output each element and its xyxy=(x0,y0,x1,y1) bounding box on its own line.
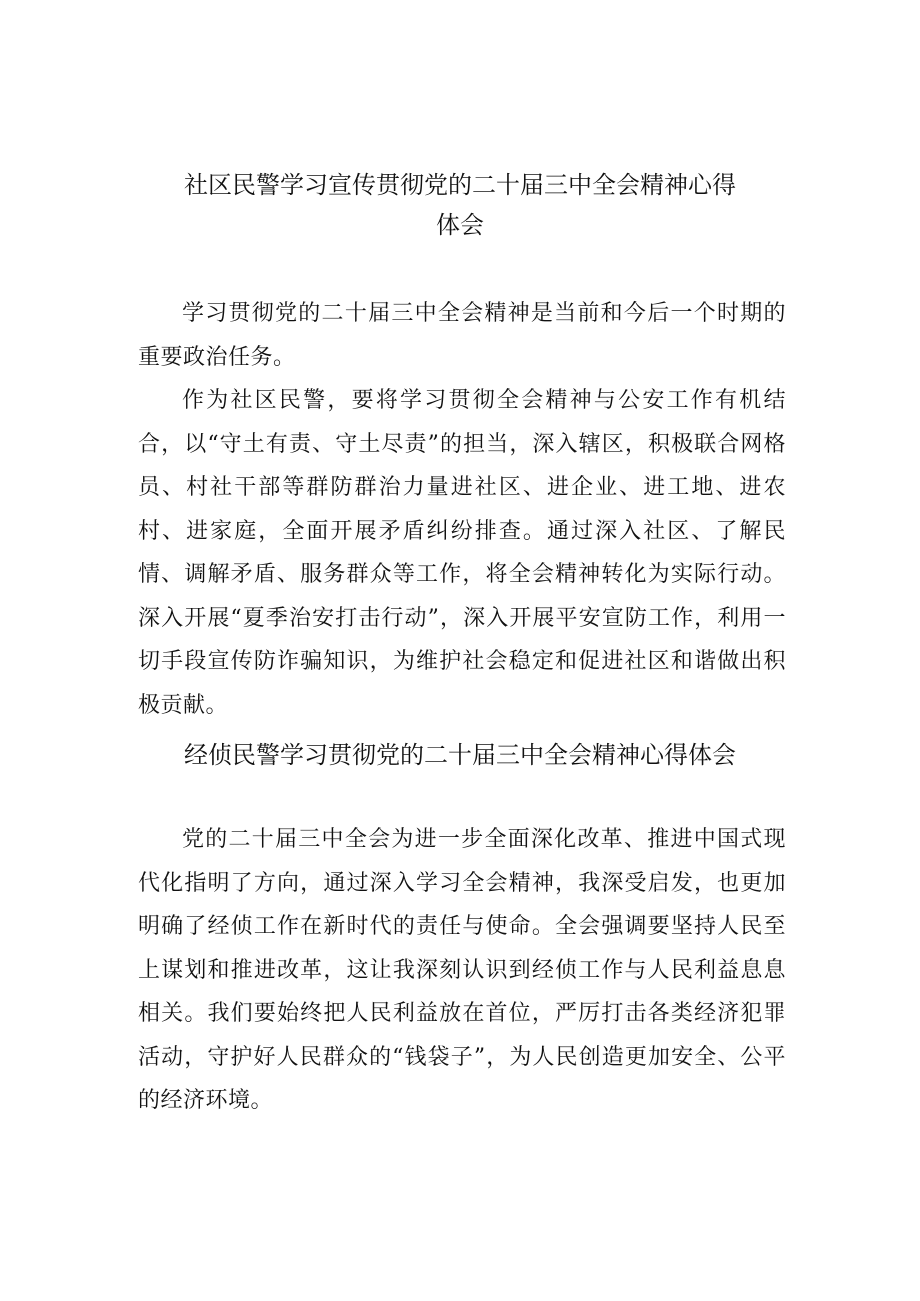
article-1-body xyxy=(138,292,786,727)
article-2-body xyxy=(138,818,786,1123)
article-1-title xyxy=(140,165,780,245)
article-1-paragraph-2: 作为社区民警，要将学习贯彻全会精神与公安工作有机结合，以“守土有责、守土尽责”的担当，深入辖区，积极联合网格员、村社干部等群防群治力量进社区、进企业、进工地、进农村、进家庭，全面开展矛盾纠纷排查。通过深入社区、了解民情、调解矛盾、服务群众等工作，将全会精神转化为实际行动。深入开展“夏季治安打击行动”，深入开展平安宣防工作，利用一切手段宣传防诈骗知识，为维护社会稳定和促进社区和谐做出积极贡献。 xyxy=(138,388,786,718)
article-1-paragraph-1: 学习贯彻党的二十届三中全会精神是当前和今后一个时期的重要政治任务。 xyxy=(138,301,786,370)
article-1-title-line-2: 体会 xyxy=(436,211,484,239)
article-1-title-line-1: 社区民警学习宣传贯彻党的二十届三中全会精神心得 xyxy=(184,171,736,199)
article-2-title: 经侦民警学习贯彻党的二十届三中全会精神心得体会 xyxy=(184,741,736,769)
article-2-paragraph-1: 党的二十届三中全会为进一步全面深化改革、推进中国式现代化指明了方向，通过深入学习全会精神，我深受启发，也更加明确了经侦工作在新时代的责任与使命。全会强调要坚持人民至上谋划和推进改革，这让我深刻认识到经侦工作与人民利益息息相关。我们要始终把人民利益放在首位，严厉打击各类经济犯罪活动，守护好人民群众的“钱袋子”，为人民创造更加安全、公平的经济环境。 xyxy=(138,827,786,1113)
